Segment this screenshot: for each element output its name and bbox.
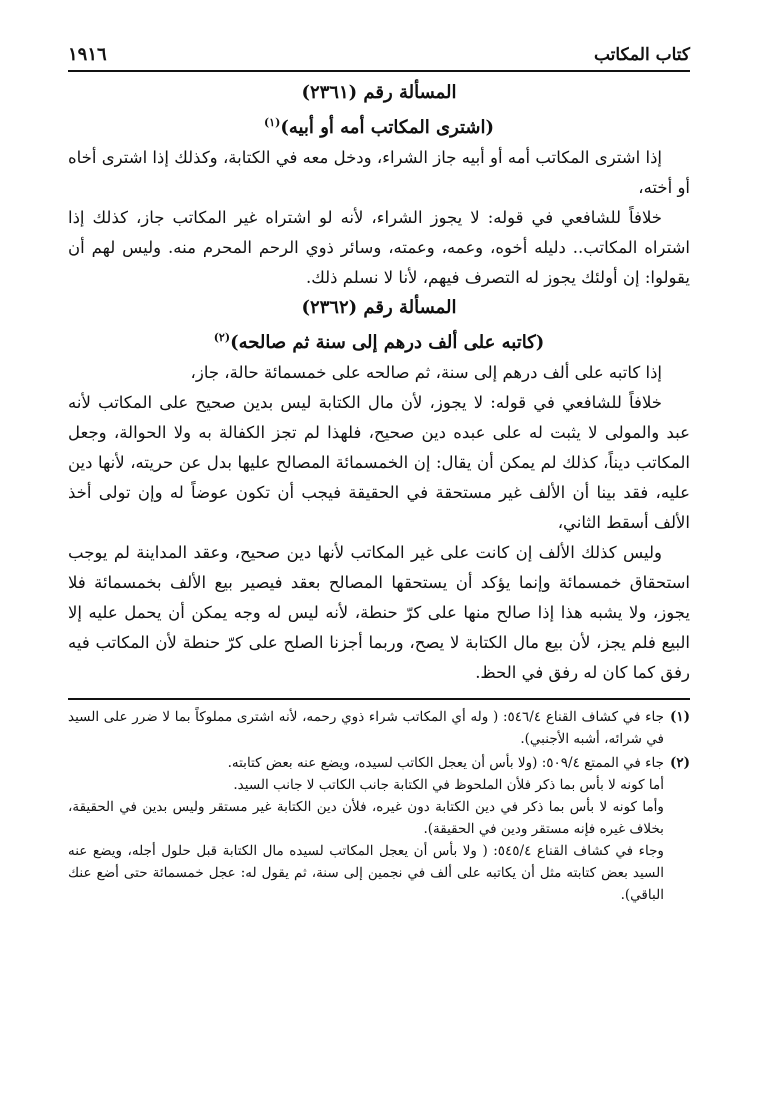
issue-2361	[68, 78, 690, 293]
issue-title	[68, 108, 690, 143]
footnote-body	[68, 752, 664, 906]
issue-title-text: (اشترى المكاتب أمه أو أبيه)	[280, 117, 495, 138]
paragraph: إذا اشترى المكاتب أمه أو أبيه جاز الشراء، ودخل معه في الكتابة، وكذلك إذا اشترى أخاه أو أخته،	[68, 148, 690, 197]
footnote-divider	[68, 698, 690, 700]
footnote-line: أما كونه لا بأس بما ذكر فلأن الملحوظ في الكتابة جانب الكاتب لا جانب السيد.	[233, 777, 664, 793]
paragraph: خلافاً للشافعي في قوله: لا يجوز، لأن مال الكتابة ليس بدين صحيح على المكاتب لأنه عبد والمولى لا يثبت له على عبده دين صحيح، فلهذا لم تجز الكفالة به ولا الحوالة، وجعل المكاتب ديناً، كذلك لم يمكن أن يقال: إن الخمسمائة المصالح عليها بدل عن حريته، لأنها دين عليه، فقد بينا أن الألف غير مستحقة في الحقيقة فيجب أن تكون عوضاً له وإن تولى أخذ الألف أسقط الثاني،	[68, 393, 690, 532]
footnote-line: وأما كونه لا بأس بما ذكر في دين الكتابة دون غيره، فلأن دين الكتابة غير مستقر وليس بدين في الحقيقة، بخلاف غيره فإنه مستقر ودين في الحقيقة).	[68, 799, 664, 837]
footnotes	[68, 706, 690, 906]
issue-title-text: (كاتبه على ألف درهم إلى سنة ثم صالحه)	[230, 332, 545, 353]
footnote-number: (٢)	[669, 755, 690, 771]
book-title: كتاب المكاتب	[593, 45, 690, 65]
issue-number: المسألة رقم (٢٣٦١)	[301, 82, 457, 103]
footnote-text: جاء في كشاف القناع ٥٤٦/٤: ( وله أي المكاتب شراء ذوي رحمه، لأنه اشترى مملوكاً بما لا ضرر على السيد في شرائه، أشبه الأجنبي).	[68, 709, 664, 747]
footnote-ref: (٢)	[213, 331, 231, 344]
running-header	[68, 44, 690, 72]
paragraph: وليس كذلك الألف إن كانت على غير المكاتب لأنها دين صحيح، وعقد المداينة لم يوجب استحقاق خمسمائة وإنما يؤكد أن يستحقها المصالح بعقد فيصير بيع الألف بخمسمائة فلا يجوز، ولا يشبه هذا إذا صالح منها على كرّ حنطة، لأنه ليس له وجه يمكن أن يحمل عليه إلا البيع فلم يجز، لأن بيع مال الكتابة لا يصح، وربما أجزنا الصلح على كرّ حنطة لأن المكاتب فيه رفق كما كان له رفق في الحظ.	[68, 543, 690, 682]
footnote-ref: (١)	[263, 116, 281, 129]
footnote-1	[68, 706, 690, 750]
issue-number: المسألة رقم (٢٣٦٢)	[301, 297, 457, 318]
footnote-line: جاء في الممتع ٥٠٩/٤: (ولا بأس أن يعجل الكاتب لسيده، ويضع عنه بعض كتابته.	[227, 755, 664, 771]
issue-2362	[68, 293, 690, 688]
footnote-line: وجاء في كشاف القناع ٥٤٥/٤: ( ولا بأس أن يعجل المكاتب لسيده مال الكتابة قبل حلول أجله، ويضع عنه السيد بعض كتابته مثل أن يكاتبه على ألف في نجمين إلى سنة، ثم يقول له: عجل خمسمائة حتى أضع عنك الباقي).	[68, 843, 664, 903]
paragraph: خلافاً للشافعي في قوله: لا يجوز الشراء، لأنه لو اشتراه غير المكاتب جاز، كذلك إذا اشتراه المكاتب.. دليله أخوه، وعمه، وعمته، وسائر ذوي الرحم المحرم منه. وليس لهم أن يقولوا: إن أولئك يجوز له التصرف فيهم، لأنا لا نسلم ذلك.	[68, 208, 690, 287]
footnote-2	[68, 752, 690, 906]
page-number: ١٩١٦	[68, 44, 107, 65]
issue-title	[68, 323, 690, 358]
paragraph: إذا كاتبه على ألف درهم إلى سنة، ثم صالحه على خمسمائة حالة، جاز،	[190, 363, 662, 382]
footnote-number: (١)	[669, 709, 690, 725]
